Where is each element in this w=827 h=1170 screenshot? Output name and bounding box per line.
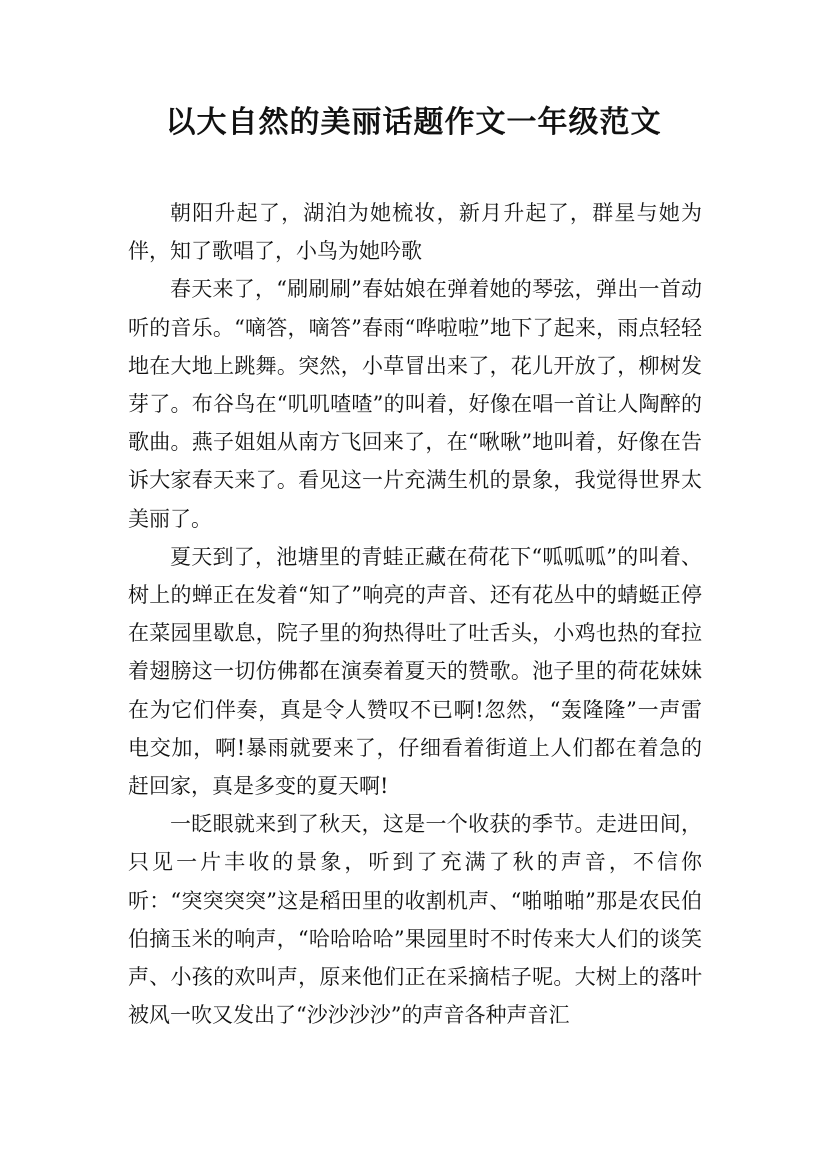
article-body (128, 194, 702, 1034)
paragraph-spring: 春天来了，“刷刷刷”春姑娘在弹着她的琴弦，弹出一首动听的音乐。“嘀答，嘀答”春雨“哗啦啦”地下了起来，雨点轻轻地在大地上跳舞。突然，小草冒出来了，花儿开放了，柳树发芽了。布谷鸟在“叽叽喳喳”的叫着，好像在唱一首让人陶醉的歌曲。燕子姐姐从南方飞回来了，在“啾啾”地叫着，好像在告诉大家春天来了。看见这一片充满生机的景象，我觉得世界太美丽了。 (128, 277, 702, 531)
paragraph-summer: 夏天到了，池塘里的青蛙正藏在荷花下“呱呱呱”的叫着、树上的蝉正在发着“知了”响亮的声音、还有花丛中的蜻蜓正停在菜园里歇息，院子里的狗热得吐了吐舌头，小鸡也热的耷拉着翅膀这一切仿佛都在演奏着夏天的赞歌。池子里的荷花妹妹在为它们伴奏，真是令人赞叹不已啊!忽然，“轰隆隆”一声雷电交加，啊!暴雨就要来了，仔细看着街道上人们都在着急的赶回家，真是多变的夏天啊! (128, 544, 702, 799)
paragraph-autumn: 一眨眼就来到了秋天，这是一个收获的季节。走进田间，只见一片丰收的景象，听到了充满了秋的声音，不信你听：“突突突突”这是稻田里的收割机声、“啪啪啪”那是农民伯伯摘玉米的响声，“哈哈哈哈”果园里时不时传来大人们的谈笑声、小孩的欢叫声，原来他们正在采摘桔子呢。大树上的落叶被风一吹又发出了“沙沙沙沙”的声音各种声音汇 (128, 812, 702, 1028)
page-title: 以大自然的美丽话题作文一年级范文 (165, 105, 662, 140)
paragraph-intro: 朝阳升起了，湖泊为她梳妆，新月升起了，群星与她为伴，知了歌唱了，小鸟为她吟歌 (128, 201, 702, 264)
